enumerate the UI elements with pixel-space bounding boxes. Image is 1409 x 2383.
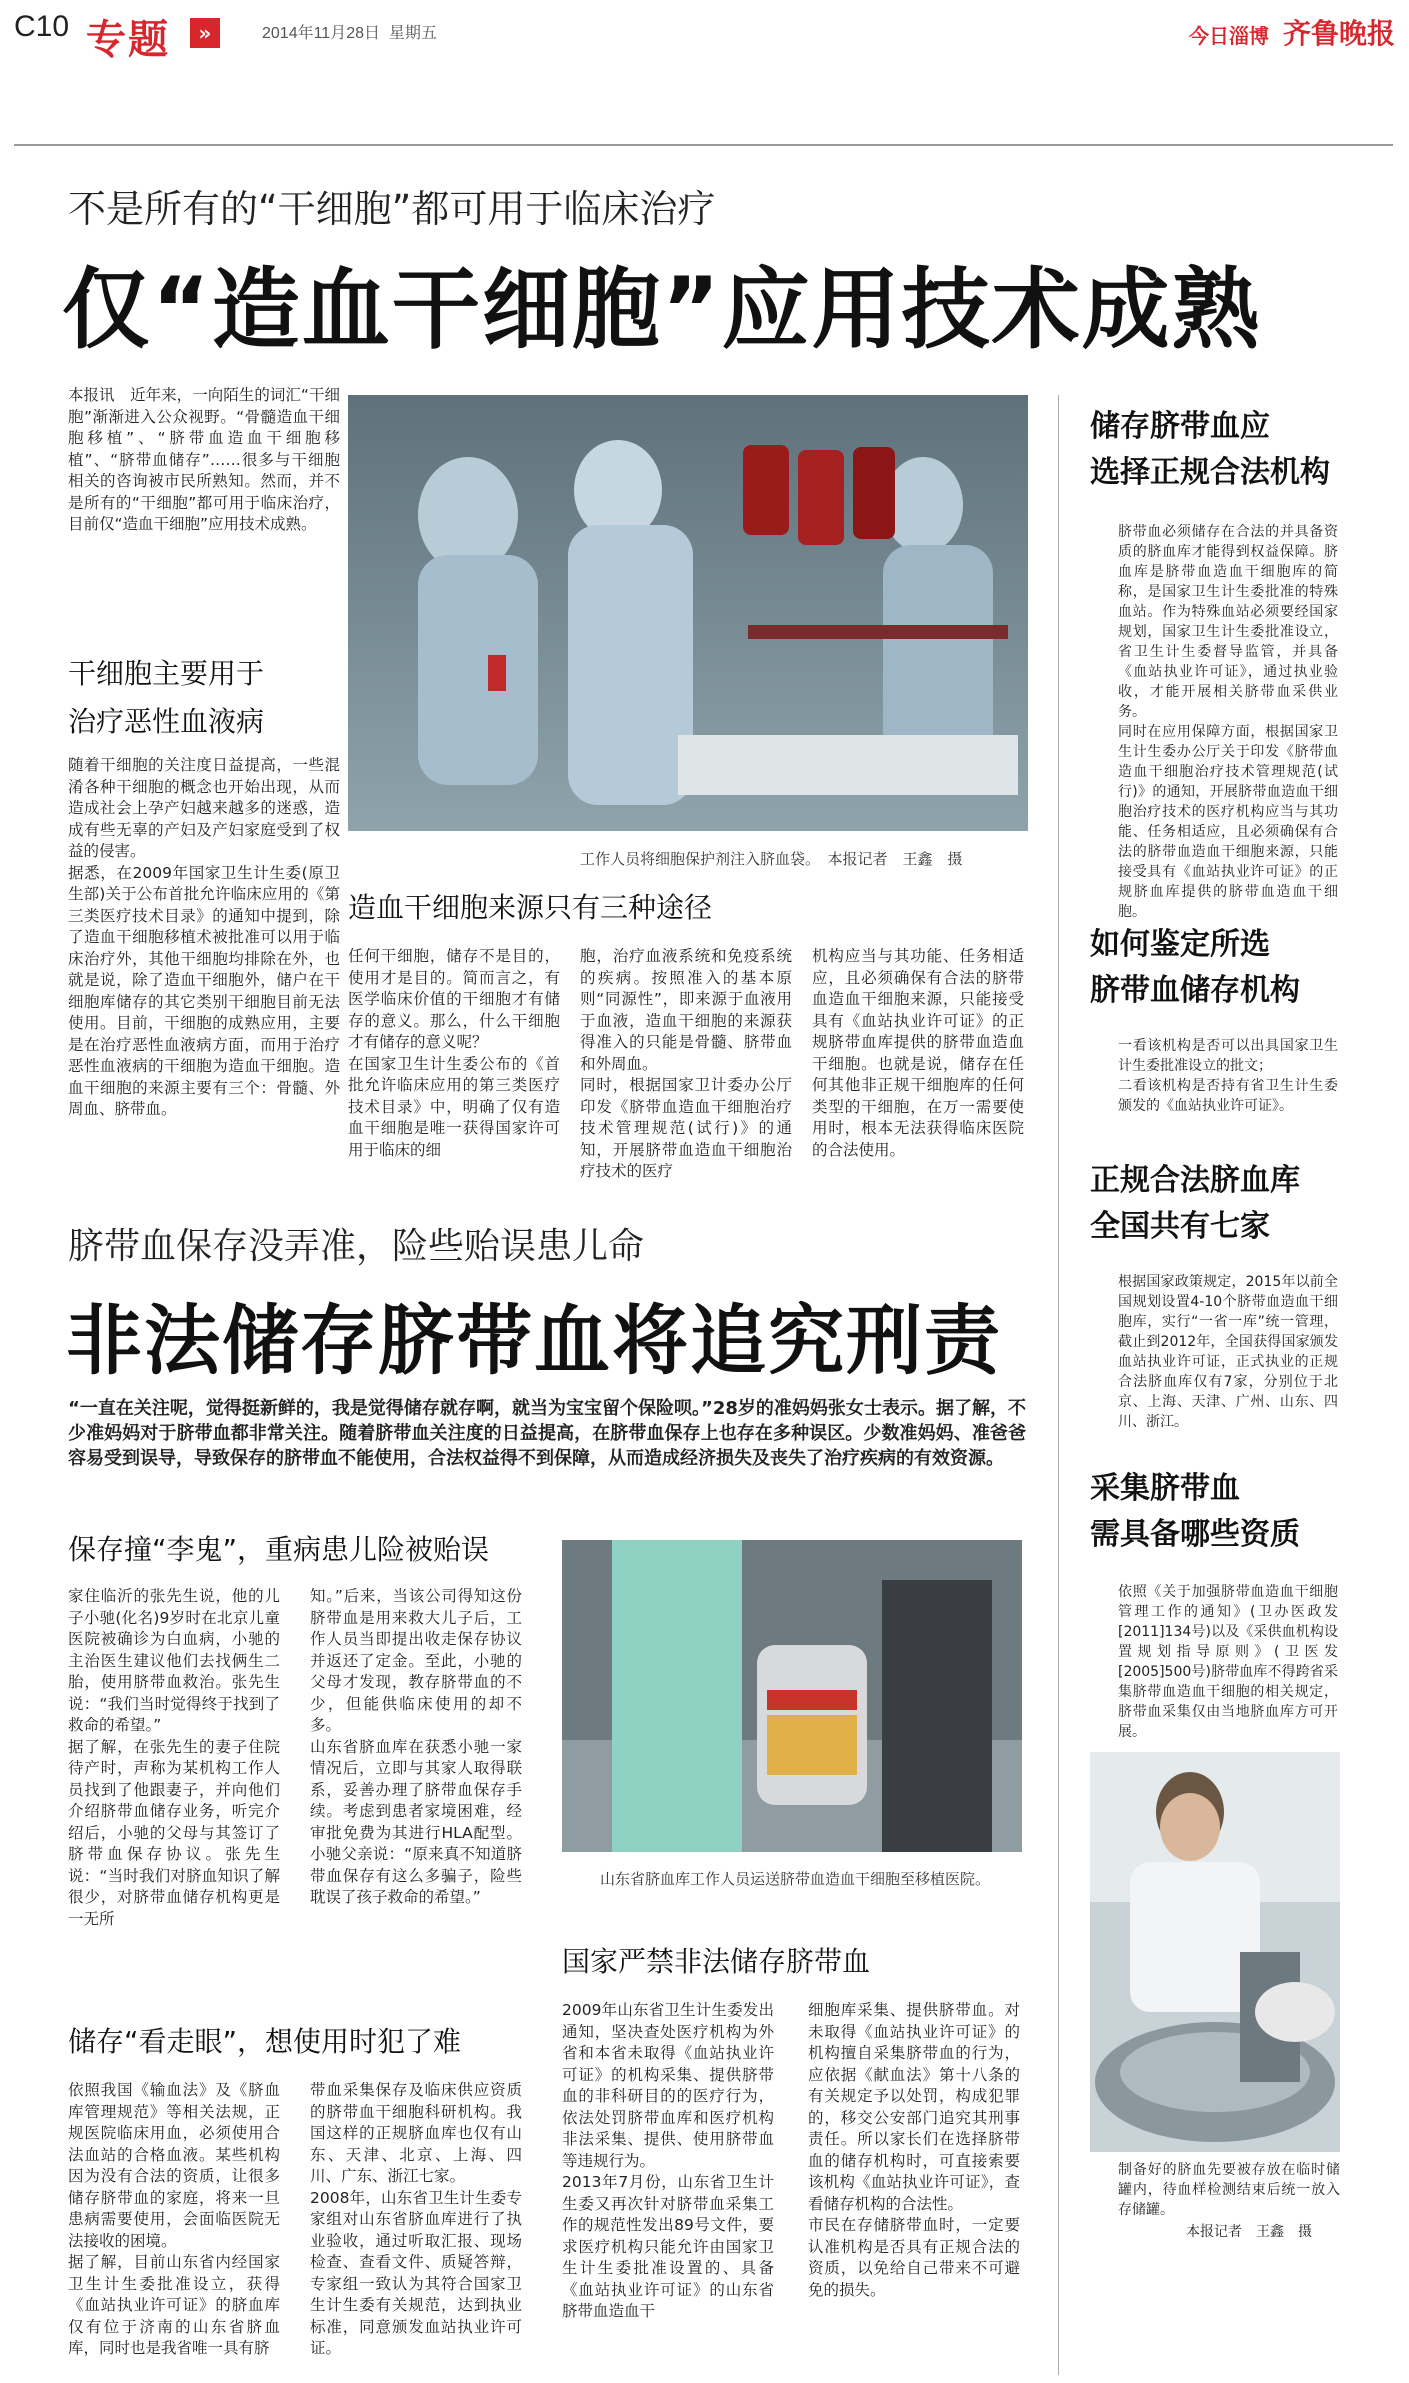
article1-lead: 本报讯 近年来，一向陌生的词汇“干细胞”渐渐进入公众视野。“骨髓造血干细胞移植”、“脐带血造血干细胞移植”、“脐带血储存”……很多与干细胞相关的咨询被市民所熟知。然而，并不是所有的“干细胞”都可用于临床治疗，目前仅“造血干细胞”应用技术成熟。 [68,386,340,533]
article1-sub1-body: 随着干细胞的关注度日益提高，一些混淆各种干细胞的概念也开始出现，从而造成社会上孕产妇越来越多的迷惑，造成有些无辜的产妇及产妇家庭受到了权益的侵害。 据悉，在2009年国家卫生计生委(原卫生部)关于公布首批允许临床应用的《第三类医疗技术目录》的通知中提到，除了造血干细胞移植术被批准可以用于临床治疗外，其他干细胞均排除在外，也就是说，除了造血干细胞外，储户在干细胞库储存的其它类别干细胞目前无法使用。目前，干细胞的成熟应用，主要是在治疗恶性血液病方面，而用于治疗恶性血液病的干细胞为造血干细胞。造血干细胞的来源主要有三个：骨髓、外周血、脐带血。 [68,756,340,1118]
article2-photo-caption: 山东省脐血库工作人员运送脐带血造血干细胞至移植医院。 [600,1870,991,1888]
article2-subhead-1: 保存撞“李鬼”，重病患儿险被贻误 [68,1533,490,1566]
article1-sub2-col3: 机构应当与其功能、任务相适应，且必须确保有合法的脐带血造血干细胞来源，只能接受具有《血站执业许可证》的正规脐带血库提供的脐带血造血干细胞。也就是说，储存在任何其他非正规干细胞库的任何类型的干细胞，在万一需要使用时，根本无法获得临床医院的合法使用。 [812,947,1024,1159]
date-text: 2014年11月28日 [262,25,381,42]
chevron-right-icon: » [190,18,220,48]
brand-name: 齐鲁晚报 [1282,17,1395,50]
weekday-text: 星期五 [388,25,437,42]
sidebar-body-1: 脐带血必须储存在合法的并具备资质的脐血库才能得到权益保障。脐血库是脐带血造血干细胞库的简称，是国家卫生计生委批准的特殊血站。作为特殊血站必须要经国家规划，国家卫生计生委批准设立，省卫生计生委督导监管，并具备《血站执业许可证》，通过执业验收，才能开展相关脐带血采供业务。 同时在应用保障方面，根据国家卫生计生委办公厅关于印发《脐带血造血干细胞治疗技术管理规范(试行)》的通知，开展脐带血造血干细胞治疗技术的医疗机构应当与其功能、任务相适应，且必须确保有合法的脐带血造血干细胞来源，只能接受具有《血站执业许可证》的正规脐血库提供的脐带血造血干细胞。 [1118,524,1338,920]
photo-transport [562,1540,1022,1852]
article2-lead: “一直在关注呢，觉得挺新鲜的，我是觉得储存就存啊，就当为宝宝留个保险呗。”28岁的准妈妈张女士表示。据了解，不少准妈妈对于脐带血都非常关注。随着脐带血关注度的日益提高，在脐带血保存上也存在多种误区。少数准妈妈、准爸爸容易受到误导，导致保存的脐带血不能使用，合法权益得不到保障，从而造成经济损失及丧失了治疗疾病的有效资源。 [68,1398,1026,1469]
section-title: 专题 [86,17,170,63]
sidebar-body-3: 根据国家政策规定，2015年以前全国规划设置4-10个脐带血造血干细胞库，实行“一省一库”统一管理，截止到2012年，全国获得国家颁发血站执业许可证，正式执业的正规合法脐血库仅有7家，分别位于北京、上海、天津、广州、山东、四川、浙江。 [1118,1274,1338,1430]
article2-sub2-col1: 依照我国《输血法》及《脐血库管理规范》等相关法规，正规医院临床用血，必须使用合法血站的合格血液。某些机构因为没有合法的资质，让很多储存脐带血的家庭，将来一旦患病需要使用，会面临医院无法接收的困境。 据了解，目前山东省内经国家卫生计生委批准设立，获得《血站执业许可证》的脐血库仅有位于济南的山东省脐血库，同时也是我省唯一具有脐 [68,2081,280,2357]
article1-subhead-1: 干细胞主要用于 治疗恶性血液病 [68,657,265,738]
article2-sub3-col1: 2009年山东省卫生计生委发出通知，坚决查处医疗机构为外省和本省未取得《血站执业许可证》的机构采集、提供脐带血的非科研目的的医疗行为，依法处罚脐带血库和医疗机构非法采集、提供、使用脐带血等违规行为。 2013年7月份，山东省卫生计生委又再次针对脐带血采集工作的规范性发出89号文件，要求医疗机构只能允许由国家卫生计生委批准设置的、具备《血站执业许可证》的山东省脐带血造血干 [562,2001,774,2320]
sidebar-title-2: 如何鉴定所选 脐带血储存机构 [1090,927,1300,1008]
sidebar-title-3: 正规合法脐血库 全国共有七家 [1090,1163,1300,1244]
article2-subhead-2: 储存“看走眼”，想使用时犯了难 [68,2025,462,2058]
article1-subhead-2: 造血干细胞来源只有三种途径 [348,891,713,924]
article2-sub2-col2: 带血采集保存及临床供应资质的脐带血干细胞科研机构。我国这样的正规脐血库也仅有山东、天津、北京、上海、四川、广东、浙江七家。 2008年，山东省卫生计生委专家组对山东省脐血库进行了执业验收，通过听取汇报、现场检查、查看文件、质疑答辩，专家组一致认为其符合国家卫生计生委有关规范，达到执业标准，同意颁发血站执业许可证。 [310,2081,522,2357]
photo-lab-workers [348,395,1028,831]
article1-photo-caption: 工作人员将细胞保护剂注入脐血袋。 本报记者 王鑫 摄 [580,850,963,868]
article1-kicker: 不是所有的“干细胞”都可用于临床治疗 [68,187,716,231]
page-number: C10 [14,10,70,43]
article2-sub1-col1: 家住临沂的张先生说，他的儿子小驰(化名)9岁时在北京儿童医院被确诊为白血病，小驰的主治医生建议他们去找俩生二胎，使用脐带血救治。张先生说：“我们当时觉得终于找到了救命的希望。” 据了解，在张先生的妻子住院待产时，声称为某机构工作人员找到了他跟妻子，并向他们介绍脐带血储存业务，听完介绍后，小驰的父母与其签订了脐带血保存协议。张先生说：“当时我们对脐血知识了解很少，对脐带血储存机构更是一无所 [68,1587,280,1928]
issue-date [262,20,437,43]
sidebar-title-1: 储存脐带血应 选择正规合法机构 [1090,409,1330,490]
article1-sub2-col2: 胞，治疗血液系统和免疫系统的疾病。按照准入的基本原则“同源性”，即来源于血液用于血液，造血干细胞的来源获得准入的只能是骨髓、脐带血和外周血。 同时，根据国家卫计委办公厅印发《脐带血造血干细胞治疗技术管理规范(试行)》的通知，开展脐带血造血干细胞治疗技术的医疗 [580,947,792,1180]
article2-kicker: 脐带血保存没弄准，险些贻误患儿命 [68,1226,645,1267]
article2-sub3-col2: 细胞库采集、提供脐带血。对未取得《血站执业许可证》的机构擅自采集脐带血的行为，应依据《献血法》第十八条的有关规定予以处罚，构成犯罪的，移交公安部门追究其刑事责任。所以家长们在选择脐带血的储存机构时，可直接索要该机构《血站执业许可证》，查看储存机构的合法性。 市民在存储脐带血时，一定要认准机构是否具有正规合法的资质，以免给自己带来不可避免的损失。 [808,2001,1020,2299]
masthead-brand [1189,12,1395,52]
article2-headline: 非法储存脐带血将追究刑责 [66,1296,1002,1385]
transport-photo-graphic [562,1540,1022,1852]
lab-photo-graphic [348,395,1028,831]
sidebar-title-4: 采集脐带血 需具备哪些资质 [1090,1471,1300,1552]
sidebar-body-4: 依照《关于加强脐带血造血干细胞管理工作的通知》(卫办医政发[2011]134号)以及《采供血机构设置规划指导原则》(卫医发[2005]500号)脐带血库不得跨省采集脐带血造血干细胞的相关规定，脐带血采集仅由当地脐血库方可开展。 [1118,1584,1338,1740]
sidebar-photo-credit: 本报记者 王鑫 摄 [1186,2224,1312,2240]
article1-headline: 仅“造血干细胞”应用技术成熟 [62,258,1262,361]
brand-small: 今日淄博 [1188,24,1269,48]
article1-sub2-col1: 任何干细胞，储存不是目的，使用才是目的。简而言之，有医学临床价值的干细胞才有储存的意义。那么，什么干细胞才有储存的意义呢？ 在国家卫生计生委公布的《首批允许临床应用的第三类医疗技术目录》中，明确了仅有造血干细胞是唯一获得国家许可用于临床的细 [348,947,560,1159]
sidebar-divider [1058,395,1059,2375]
storage-photo-graphic [1090,1752,1340,2152]
article2-subhead-3: 国家严禁非法储存脐带血 [562,1945,871,1978]
sidebar-body-2: 一看该机构是否可以出具国家卫生计生委批准设立的批文； 二看该机构是否持有省卫生计生委颁发的《血站执业许可证》。 [1118,1038,1338,1114]
sidebar-photo-caption: 制备好的脐血先要被存放在临时储罐内，待血样检测结束后统一放入存储罐。 [1118,2162,1340,2218]
header-rule [14,144,1393,146]
photo-storage-tank [1090,1752,1340,2152]
article2-sub1-col2: 知。”后来，当该公司得知这份脐带血是用来救大儿子后，工作人员当即提出收走保存协议并返还了定金。至此，小驰的父母才发现，教存脐带血的不少，但能供临床使用的却不多。 山东省脐血库在获悉小驰一家情况后，立即与其家人取得联系，妥善办理了脐带血保存手续。考虑到患者家境困难，经审批免费为其进行HLA配型。小驰父亲说：“原来真不知道脐带血保存有这么多骗子，险些耽误了孩子救命的希望。” [310,1587,522,1906]
